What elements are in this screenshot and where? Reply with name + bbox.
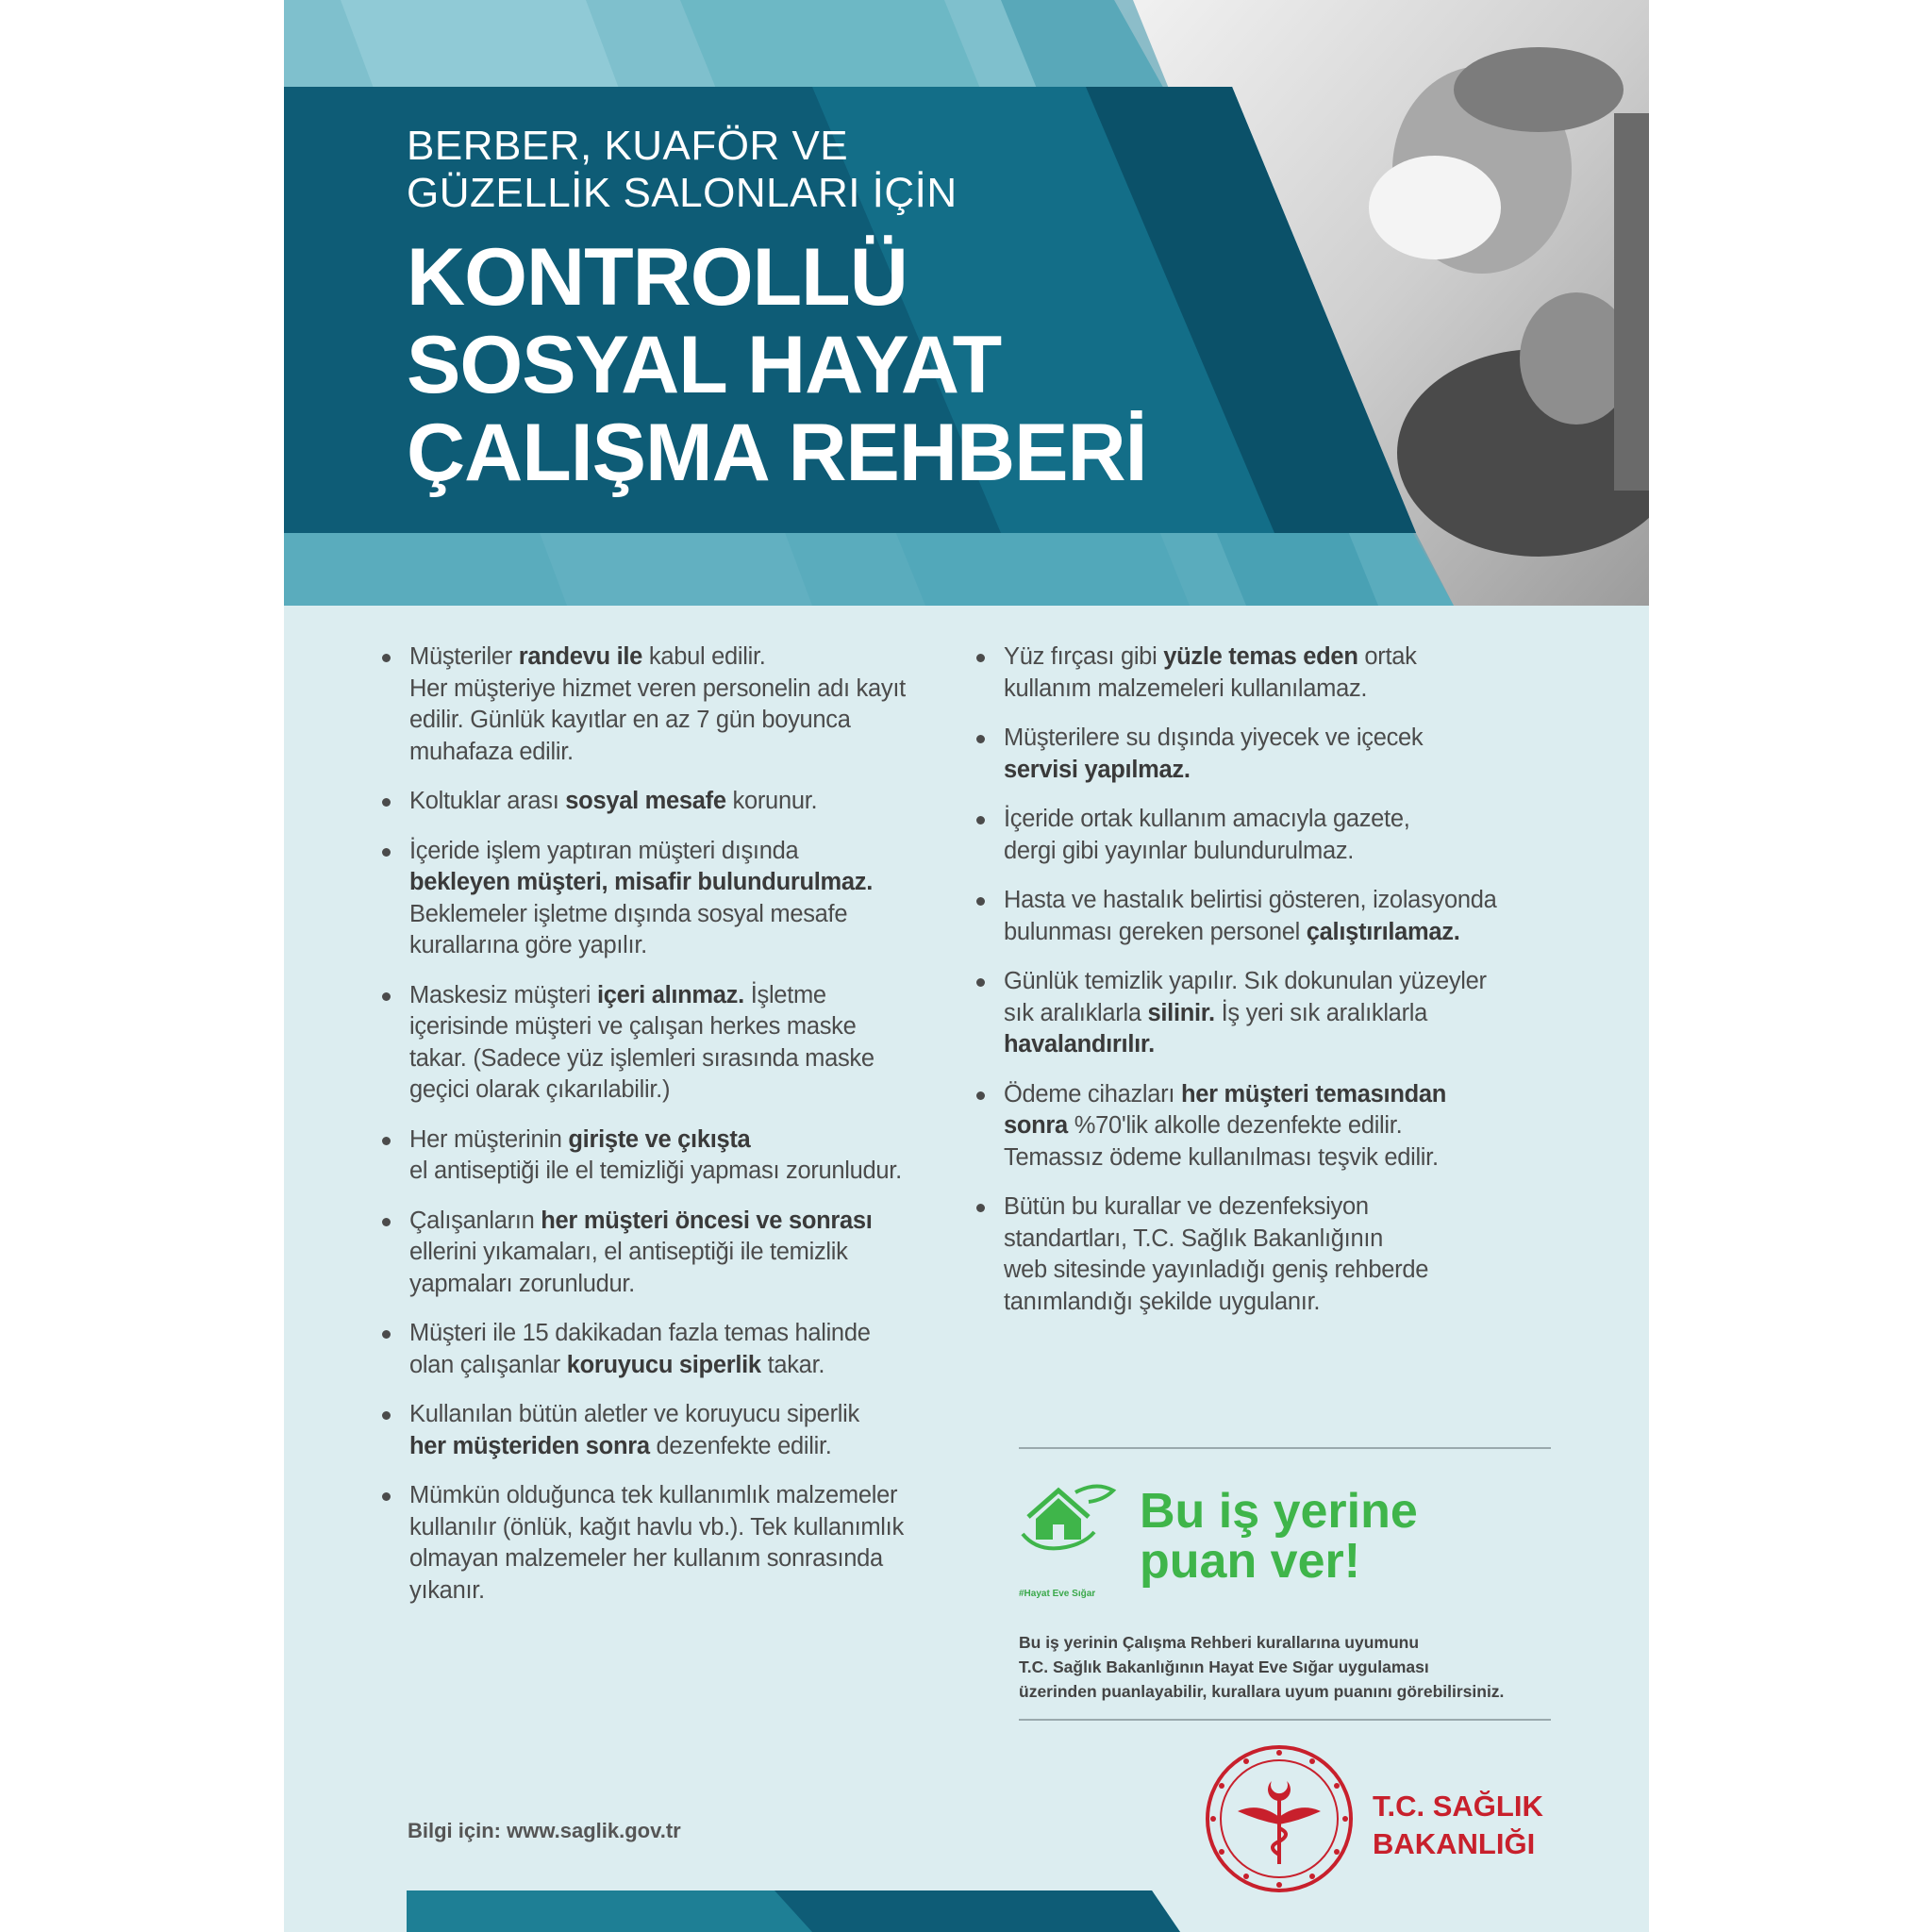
rule-emphasis: silinir. [1147, 999, 1215, 1026]
rule-line [409, 1011, 973, 1043]
rule-emphasis: çalıştırılamaz. [1306, 918, 1460, 945]
rule-line [409, 1543, 973, 1575]
rating-description [1019, 1630, 1551, 1704]
rule-emphasis: servisi yapılmaz. [1004, 756, 1191, 783]
rule-text: Çalışanların [409, 1207, 541, 1234]
rule-line [409, 899, 973, 931]
rating-box [1019, 1447, 1551, 1721]
title-line: KONTROLLÜ [407, 232, 908, 323]
rule-item [973, 804, 1567, 867]
rating-title [1140, 1484, 1418, 1589]
rule-line [1004, 1255, 1567, 1287]
rule-text: içerisinde müşteri ve çalışan herkes maske [409, 1013, 857, 1040]
ministry-name-line: BAKANLIĞI [1373, 1827, 1536, 1860]
rules-right-column [973, 641, 1567, 1336]
bullet-dot-icon [976, 1091, 985, 1100]
bullet-dot-icon [976, 816, 985, 824]
rule-text: korunur. [725, 788, 818, 814]
rule-emphasis: her müşteri öncesi ve sonrası [541, 1207, 873, 1234]
rule-line [1004, 1110, 1567, 1142]
rule-text: web sitesinde yayınladığı geniş rehberde [1004, 1257, 1429, 1283]
rule-text: Ödeme cihazları [1004, 1080, 1181, 1108]
rule-line [409, 1124, 973, 1157]
divider [1019, 1447, 1551, 1449]
rule-emphasis: içeri alınmaz. [596, 981, 744, 1008]
rule-emphasis: sonra [1004, 1112, 1068, 1139]
rule-text: Kullanılan bütün aletler ve koruyucu siperlik [409, 1401, 859, 1427]
rule-emphasis: randevu ile [518, 643, 643, 670]
rule-line [409, 1512, 973, 1544]
rule-text: yıkanır. [409, 1576, 485, 1604]
rule-line [409, 737, 973, 769]
rule-item [973, 1079, 1567, 1174]
subtitle-line: GÜZELLİK SALONLARI İÇİN [407, 170, 958, 216]
rule-text: olan çalışanlar [409, 1351, 567, 1378]
rule-line [409, 1043, 973, 1075]
rule-line [409, 705, 973, 737]
rule-text: Müşteri ile 15 dakikadan fazla temas halinde [409, 1320, 871, 1346]
rule-text: kabul edilir. [642, 643, 766, 670]
rule-emphasis: her müşteriden sonra [409, 1432, 650, 1459]
rule-line [1004, 755, 1567, 787]
rule-text: Her müşterinin [409, 1125, 569, 1153]
rule-line [409, 1575, 973, 1607]
rating-description-line: üzerinden puanlayabilir, kurallara uyum puanını görebilirsiniz. [1019, 1682, 1505, 1701]
rule-line [409, 980, 973, 1012]
rating-description-line: Bu iş yerinin Çalışma Rehberi kurallarına uyumunu [1019, 1633, 1420, 1652]
rule-line [409, 786, 973, 818]
rule-line [409, 1206, 973, 1238]
bullet-dot-icon [976, 1204, 985, 1212]
rule-text: Temassız ödeme kullanılması teşvik edilir. [1004, 1143, 1439, 1171]
rule-text: sık aralıklarla [1004, 999, 1148, 1026]
rule-line [1004, 917, 1567, 949]
rule-text: el antiseptiği ile el temizliği yapması zorunludur. [409, 1158, 902, 1184]
rule-item [973, 641, 1567, 705]
bottom-stripe [284, 1887, 1649, 1932]
rule-text: olmayan malzemeler her kullanım sonrasında [409, 1545, 883, 1572]
rule-text: Beklemeler işletme dışında sosyal mesafe [409, 900, 848, 927]
rule-text: dezenfekte edilir. [649, 1432, 832, 1459]
rule-text: Müşterilere su dışında yiyecek ve içecek [1004, 724, 1424, 751]
header-banner [284, 0, 1649, 606]
rule-line [1004, 1287, 1567, 1319]
rule-text: kullanım malzemeleri kullanılamaz. [1004, 675, 1368, 702]
rule-line [409, 1350, 973, 1382]
rule-text: standartları, T.C. Sağlık Bakanlığının [1004, 1224, 1384, 1252]
rule-text: Günlük temizlik yapılır. Sık dokunulan yüzeyler [1004, 968, 1487, 994]
rule-emphasis: koruyucu siperlik [566, 1351, 761, 1378]
rule-text: ortak [1357, 643, 1417, 670]
rating-description-line: T.C. Sağlık Bakanlığının Hayat Eve Sığar uygulaması [1019, 1657, 1429, 1676]
rule-emphasis: her müşteri temasından [1180, 1080, 1447, 1108]
rule-text: dergi gibi yayınlar bulundurulmaz. [1004, 837, 1355, 864]
rule-text: İçeride ortak kullanım amacıyla gazete, [1004, 806, 1410, 832]
rule-line [1004, 836, 1567, 868]
rating-title-line: Bu iş yerine [1140, 1484, 1418, 1539]
rule-line [409, 674, 973, 706]
bullet-dot-icon [382, 1492, 391, 1501]
rule-text: takar. [760, 1351, 825, 1378]
rule-line [1004, 885, 1567, 917]
rule-line [409, 1237, 973, 1269]
rule-emphasis: havalandırılır. [1004, 1031, 1155, 1058]
rule-text: muhafaza edilir. [409, 738, 574, 765]
rule-line [409, 1431, 973, 1463]
rule-line [409, 836, 973, 868]
rule-item [378, 1206, 973, 1301]
rule-text: Mümkün olduğunca tek kullanımlık malzemeler [409, 1482, 898, 1508]
rule-item [378, 1318, 973, 1381]
rule-line [1004, 998, 1567, 1030]
rule-emphasis: bekleyen müşteri, misafir bulundurulmaz. [409, 869, 874, 895]
rule-text: Yüz fırçası gibi [1004, 643, 1164, 670]
rule-line [409, 1480, 973, 1512]
rule-line [409, 930, 973, 962]
bullet-dot-icon [382, 992, 391, 1001]
rule-text: tanımlandığı şekilde uygulanır. [1004, 1288, 1321, 1315]
rule-line [409, 1074, 973, 1107]
rule-line [1004, 966, 1567, 998]
rule-item [973, 1191, 1567, 1318]
rule-line [409, 1318, 973, 1350]
rule-item [378, 1399, 973, 1462]
rule-item [973, 966, 1567, 1061]
rule-text: İşletme [743, 981, 826, 1008]
app-caption: #Hayat Eve Sığar [1019, 1589, 1096, 1599]
rule-text: Müşteriler [409, 643, 519, 670]
rule-item [378, 786, 973, 818]
bullet-dot-icon [382, 1330, 391, 1339]
rule-line [409, 1399, 973, 1431]
rule-item [378, 836, 973, 962]
rule-text: bulunması gereken personel [1004, 918, 1307, 945]
ministry-name-line: T.C. SAĞLIK [1373, 1790, 1543, 1823]
subtitle-line: BERBER, KUAFÖR VE [407, 123, 849, 169]
rule-item [378, 641, 973, 768]
hayat-eve-sigar-house-hands-icon [1019, 1479, 1123, 1555]
rule-text: takar. (Sadece yüz işlemleri sırasında maske [409, 1044, 874, 1072]
rule-item [973, 723, 1567, 786]
rule-text: Bütün bu kurallar ve dezenfeksiyon [1004, 1193, 1369, 1220]
rule-line [409, 641, 973, 674]
poster [284, 0, 1649, 1932]
rule-line [1004, 804, 1567, 836]
rule-text: Koltuklar arası [409, 788, 566, 814]
rule-text: kullanılır (önlük, kağıt havlu vb.). Tek kullanımlık [409, 1513, 904, 1541]
title-block [407, 123, 1147, 497]
bullet-dot-icon [382, 848, 391, 857]
rule-line [409, 1269, 973, 1301]
rule-line [1004, 1224, 1567, 1256]
title-line: ÇALIŞMA REHBERİ [407, 408, 1147, 498]
rule-line [1004, 1029, 1567, 1061]
rule-emphasis: girişte ve çıkışta [568, 1125, 751, 1153]
rule-item [378, 1480, 973, 1607]
title-line: SOSYAL HAYAT [407, 320, 1002, 410]
rule-text: %70'lik alkolle dezenfekte edilir. [1067, 1112, 1403, 1139]
rule-line [1004, 1079, 1567, 1111]
rule-line [1004, 1142, 1567, 1174]
rule-item [378, 1124, 973, 1188]
bullet-dot-icon [976, 654, 985, 662]
rule-text: kurallarına göre yapılır. [409, 932, 647, 958]
bullet-dot-icon [382, 798, 391, 807]
ministry-name [1373, 1788, 1543, 1863]
ministry-seal-logo [1204, 1743, 1355, 1894]
rule-text: ellerini yıkamaları, el antiseptiği ile temizlik [409, 1239, 848, 1265]
rule-line [1004, 723, 1567, 755]
bullet-dot-icon [976, 978, 985, 987]
rule-text: İş yeri sık aralıklarla [1214, 999, 1428, 1026]
rule-text: Hasta ve hastalık belirtisi gösteren, izolasyonda [1004, 887, 1497, 913]
rule-text: Maskesiz müşteri [409, 981, 597, 1008]
divider [1019, 1719, 1551, 1721]
rating-title-line: puan ver! [1140, 1534, 1361, 1589]
rule-text: yapmaları zorunludur. [409, 1270, 635, 1297]
bullet-dot-icon [976, 897, 985, 906]
rule-line [1004, 674, 1567, 706]
bullet-dot-icon [382, 654, 391, 662]
rule-text: geçici olarak çıkarılabilir.) [409, 1076, 671, 1103]
bullet-dot-icon [382, 1218, 391, 1226]
rules-left-column [378, 641, 973, 1624]
rule-text: Her müşteriye hizmet veren personelin adı kayıt [409, 675, 906, 702]
bullet-dot-icon [976, 735, 985, 743]
bullet-dot-icon [382, 1137, 391, 1145]
bullet-dot-icon [382, 1411, 391, 1420]
page-title [407, 234, 1147, 497]
info-link-text: Bilgi için: www.saglik.gov.tr [408, 1819, 681, 1842]
rule-item [973, 885, 1567, 948]
rule-line [409, 1156, 973, 1188]
rule-text: edilir. Günlük kayıtlar en az 7 gün boyunca [409, 707, 851, 733]
rule-line [409, 867, 973, 899]
rule-item [378, 980, 973, 1107]
rule-line [1004, 641, 1567, 674]
rule-emphasis: yüzle temas eden [1163, 643, 1358, 670]
rule-text: İçeride işlem yaptıran müşteri dışında [409, 837, 799, 864]
rule-emphasis: sosyal mesafe [565, 788, 726, 814]
rule-line [1004, 1191, 1567, 1224]
